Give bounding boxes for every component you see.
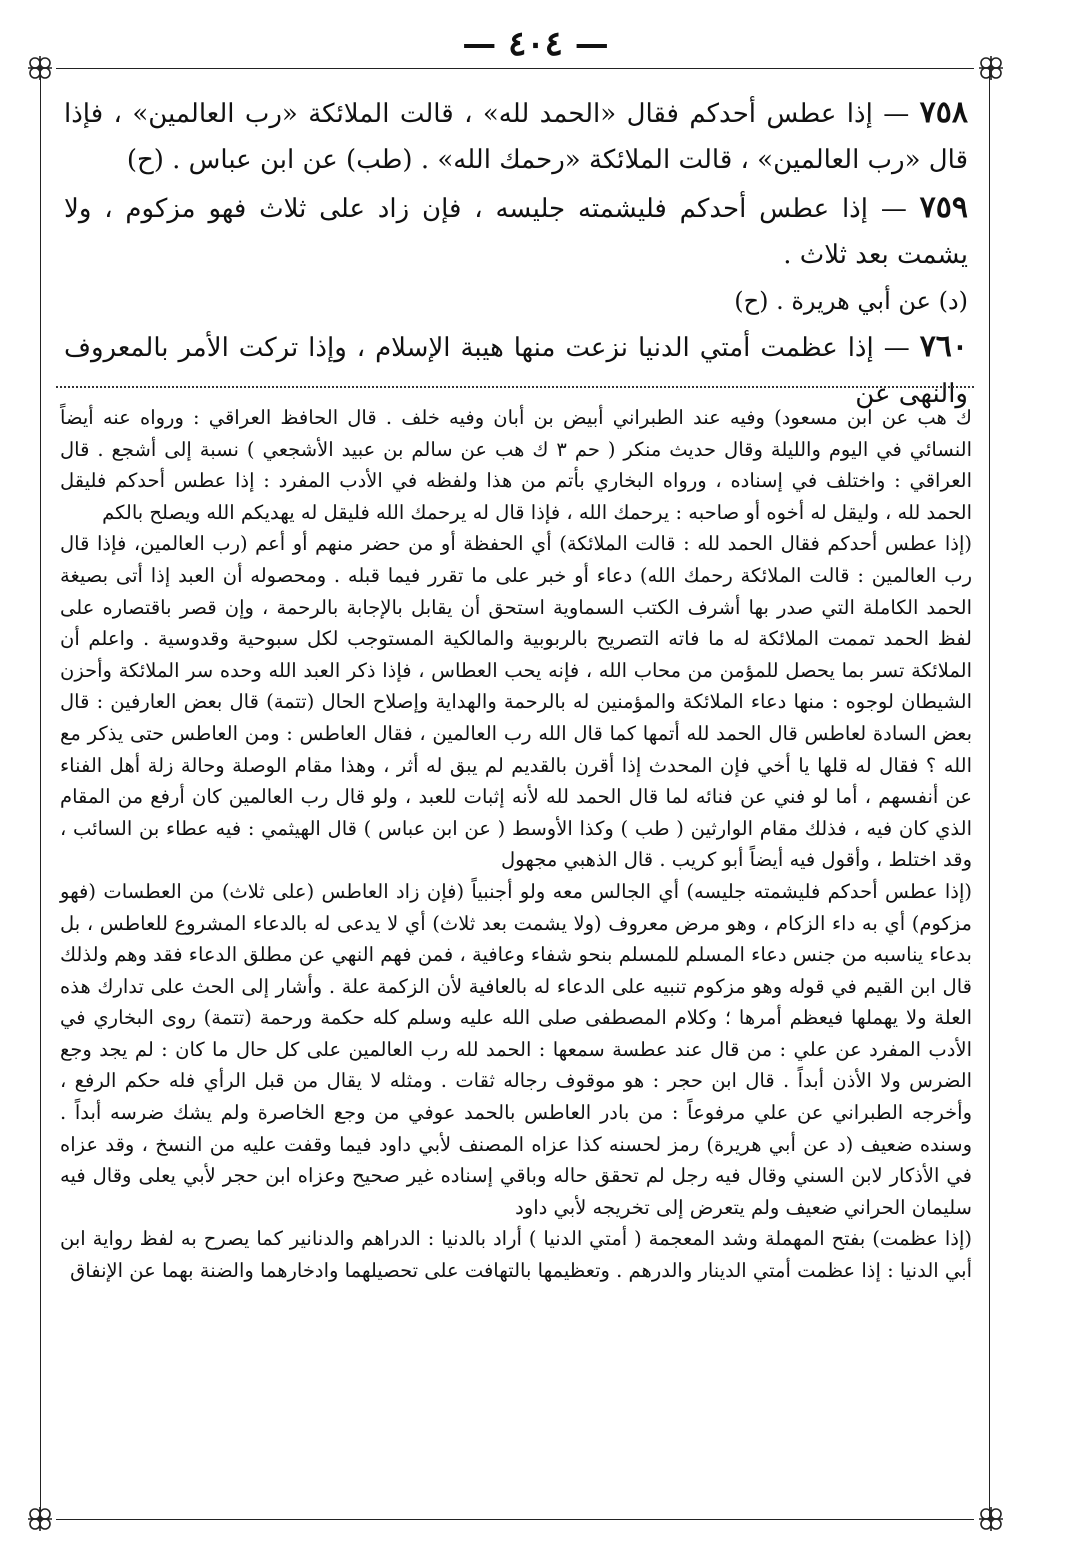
hadith-text: إذا عطس أحدكم فقال «الحمد لله» ، قالت الملائكة «رب العالمين» ، فإذا قال «رب العالمين» ، قالت الملائكة «رحمك الله» . — [64, 99, 968, 175]
dotted-separator — [56, 386, 974, 388]
hadith-number: ٧٥٩ — [919, 190, 969, 225]
commentary-paragraph: (إذا عطس أحدكم فليشمته جليسه) أي الجالس معه ولو أجنبياً (فإن زاد العاطس (على ثلاث) من العطسات (فهو مزكوم) أي به داء الزكام ، وهو مرض معروف (ولا يشمت بعد ثلاث) أي لا يدعى له بالدعاء المشروع للعاطس ، بل بدعاء يناسبه من جنس دعاء المسلم للمسلم بنحو شفاء وعافية ، فمن فهم النهي عن مطلق الدعاء فقد وهم ولذلك قال ابن القيم في قوله وهو مزكوم تنبيه على الدعاء له بالعافية لأن الزكمة علة . وأشار إلى الحث على تدارك هذه العلة ولا يهملها فيعظم أمرها ؛ وكلام المصطفى صلى الله عليه وسلم كله حكمة ورحمة (تتمة) روى البخاري في الأدب المفرد عن علي : من قال عند عطسة سمعها : الحمد لله رب العالمين على كل حال ما كان : لم يجد وجع الضرس ولا الأذن أبداً . قال ابن حجر : هو موقوف رجاله ثقات . ومثله لا يقال من قبل الرأي فله حكم الرفع ، وأخرجه الطبراني عن علي مرفوعاً : من بادر العاطس بالحمد عوفي من وجع الخاصرة ولم يشك ضرسه أبداً . وسنده ضعيف (د عن أبي هريرة) رمز لحسنه كذا عزاه المصنف لأبي داود فيما وقفت عليه من النسخ ، وقد عزاه في الأذكار لابن السني وقال فيه رجل لم تحقق حاله وباقي إسناده غير صحيح وعزاه ابن حجر لأبي يعلى وقال فيه سليمان الحراني ضعيف ولم يتعرض إلى تخريجه لأبي داود — [60, 879, 972, 1219]
corner-ornament-icon — [977, 1505, 1005, 1533]
hadith-number: ٧٥٨ — [919, 95, 969, 130]
hadith-text: إذا عظمت أمتي الدنيا نزعت منها هيبة الإسلام ، وإذا تركت الأمر بالمعروف والنهى عن — [64, 333, 968, 409]
hadith-text: إذا عطس أحدكم فليشمته جليسه ، فإن زاد على ثلاث فهو مزكوم ، ولا يشمت بعد ثلاث . — [64, 194, 968, 270]
hadith-section — [64, 90, 968, 419]
hadith-number: ٧٦٠ — [919, 329, 969, 364]
hadith-759: ٧٥٩ — إذا عطس أحدكم فليشمته جليسه ، فإن زاد على ثلاث فهو مزكوم ، ولا يشمت بعد ثلاث . — [64, 190, 969, 270]
hadith-758: ٧٥٨ — إذا عطس أحدكم فقال «الحمد لله» ، قالت الملائكة «رب العالمين» ، فإذا قال «رب العالمين» ، قالت الملائكة «رحمك الله» . (طب) عن ابن عباس . (ح) — [64, 95, 969, 175]
corner-ornament-icon — [977, 54, 1005, 82]
page-number: — ٤٠٤ — — [462, 24, 609, 64]
commentary-paragraph: (إذا عظمت) بفتح المهملة وشد المعجمة ( أمتي الدنيا ) أراد بالدنيا : الدراهم والدنانير كما يصرح به لفظ رواية ابن أبي الدنيا : إذا عظمت أمتي الدينار والدرهم . وتعظيمها بالتهافت على تحصيلهما وادخارهما والضنة بهما عن الإنفاق — [60, 1227, 972, 1283]
frame-top-line — [56, 68, 974, 69]
hadith-source: (طب) عن ابن عباس . (ح) — [126, 145, 413, 175]
frame-bottom-line — [56, 1519, 974, 1520]
corner-ornament-icon — [26, 1505, 54, 1533]
corner-ornament-icon — [26, 54, 54, 82]
commentary-section — [60, 402, 972, 1287]
commentary-paragraph: (إذا عطس أحدكم فقال الحمد لله : قالت الملائكة) أي الحفظة أو من حضر منهم أو أعم (رب العالمين، فإذا قال رب العالمين : قالت الملائكة رحمك الله) دعاء أو خبر على ما تقرر فيما قبله . ومحصوله أن العبد إذا أتى بصيغة الحمد الكاملة التي صدر بها أشرف الكتب السماوية استحق أن يقابل بالإجابة بالرحمة ، وإن قصر باقتصاره على لفظ الحمد تممت الملائكة له ما فاته التصريح بالربوبية والمالكية المستوجب لكل سبوحية وقدوسية . واعلم أن الملائكة تسر بما يحصل للمؤمن من محاب الله ، فإنه يحب العطاس ، فإذا ذكر العبد الله وحده سر الملائكة وأحزن الشيطان لوجوه : منها دعاء الملائكة والمؤمنين له بالرحمة والهداية وإصلاح الحال (تتمة) قال بعض العارفين : قال بعض السادة لعاطس قال الحمد لله أتمها كما قال الله رب العالمين ، فقال العاطس : ومن العاطس حتى يذكر مع الله ؟ فقال له قلها يا أخي فإن المحدث إذا أقرن بالقديم لم يبق له أثر ، وهذا مقام الوصلة وحالة زلة أهل الفناء عن أنفسهم ، أما لو فني عن فنائه لما قال الحمد لله لأنه إثبات للعبد ، ولو قال رب العالمين كان أرفع من المقام الذي كان فيه ، فذلك مقام الوارثين ( طب ) وكذا الأوسط ( عن ابن عباس ) قال الهيثمي : فيه عطاء بن السائب ، وقد اختلط ، وأقول فيه أيضاً أبو كريب . قال الذهبي مجهول — [60, 532, 972, 872]
hadith-760: ٧٦٠ — إذا عظمت أمتي الدنيا نزعت منها هيبة الإسلام ، وإذا تركت الأمر بالمعروف والنهى عن — [64, 329, 969, 409]
hadith-source: (د) عن أبي هريرة . (ح) — [734, 287, 968, 315]
commentary-paragraph: ك هب عن ابن مسعود) وفيه عند الطبراني أبيض بن أبان وفيه خلف . قال الحافظ العراقي : ورواه عنه أيضاً النسائي في اليوم والليلة وقال حديث منكر ( حم ٣ ك هب عن سالم بن عبيد الأشجعي ) نسبة إلى أشجع . قال العراقي : واختلف في إسناده ، ورواه البخاري بأتم من هذا ولفظه في الأدب المفرد : إذا عطس أحدكم فليقل الحمد لله ، وليقل له أخوه أو صاحبه : يرحمك الله ، فإذا قال له يرحمك الله فليقل له يهديكم الله ويصلح بالكم — [60, 406, 972, 524]
